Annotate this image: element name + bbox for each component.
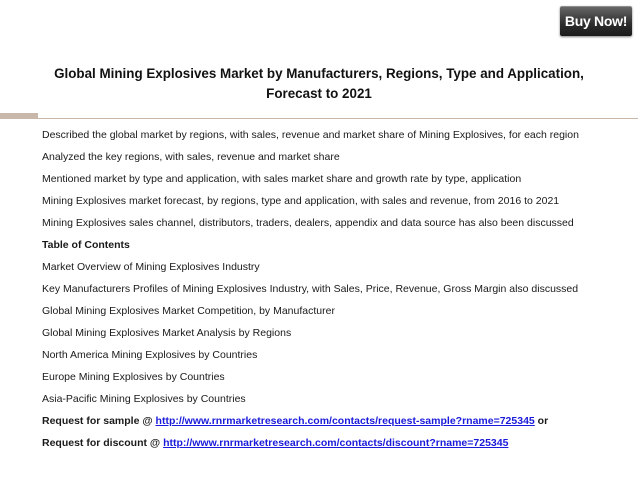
toc-item: Market Overview of Mining Explosives Industry	[42, 261, 260, 273]
slide-content	[42, 128, 602, 458]
paragraph: Mentioned market by type and application, with sales market share and growth rate by type, application	[42, 173, 522, 185]
toc-heading: Table of Contents	[42, 239, 130, 251]
toc-item: North America Mining Explosives by Countries	[42, 349, 258, 361]
discount-request-label: Request for discount @	[42, 437, 164, 449]
paragraph: Described the global market by regions, with sales, revenue and market share of Mining Explosives, for each region	[42, 129, 579, 141]
page-title: Global Mining Explosives Market by Manufacturers, Regions, Type and Application, Forecast to 2021	[54, 66, 584, 101]
toc-item: Asia-Pacific Mining Explosives by Countries	[42, 393, 246, 405]
discount-request-link[interactable]: http://www.rnrmarketresearch.com/contacts/discount?rname=725345	[163, 437, 509, 449]
paragraph: Mining Explosives market forecast, by regions, type and application, with sales and revenue, from 2016 to 2021	[42, 195, 560, 207]
toc-item: Europe Mining Explosives by Countries	[42, 371, 225, 383]
paragraph: Analyzed the key regions, with sales, revenue and market share	[42, 151, 340, 163]
sample-request-label: Request for sample @	[42, 415, 156, 427]
sample-request-suffix: or	[534, 415, 549, 427]
discount-request-line	[42, 436, 602, 450]
toc-item: Global Mining Explosives Market Competition, by Manufacturer	[42, 305, 335, 317]
paragraph: Mining Explosives sales channel, distributors, traders, dealers, appendix and data source has also been discussed	[42, 217, 574, 229]
title-accent-bar	[0, 113, 38, 119]
sample-request-link[interactable]: http://www.rnrmarketresearch.com/contacts/request-sample?rname=725345	[155, 415, 535, 427]
toc-item: Key Manufacturers Profiles of Mining Explosives Industry, with Sales, Price, Revenue, Gross Margin also discussed	[42, 283, 579, 295]
toc-item: Global Mining Explosives Market Analysis by Regions	[42, 327, 292, 339]
buy-now-button[interactable]: Buy Now!	[560, 6, 632, 36]
sample-request-line	[42, 414, 602, 428]
title-divider	[38, 118, 638, 119]
